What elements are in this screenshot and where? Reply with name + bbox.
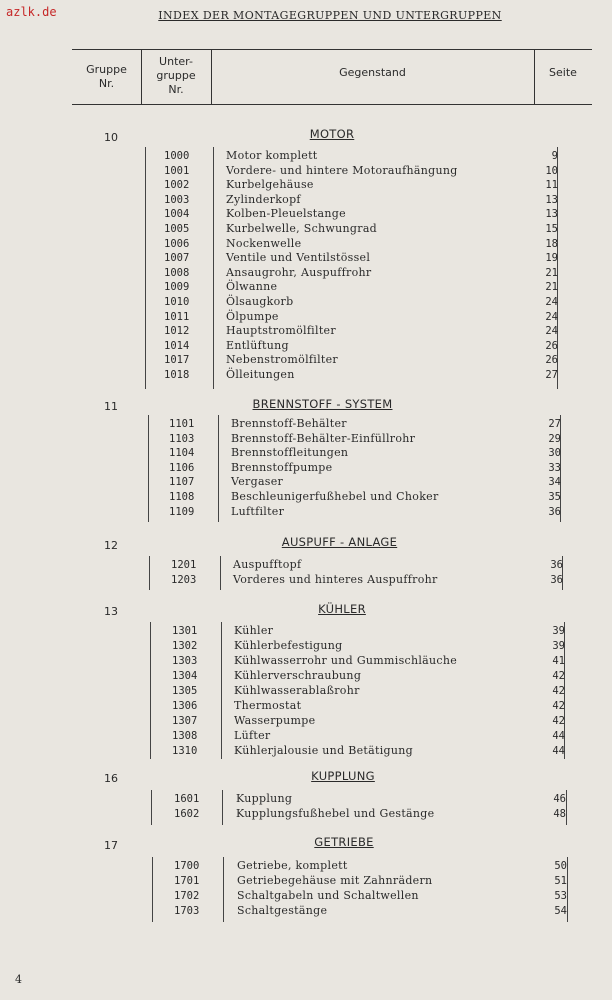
subgroup-code: 1303 [172,655,198,667]
subgroup-code: 1010 [164,296,190,308]
table-row [164,222,572,236]
item-name: Kühlerbefestigung [234,639,343,652]
subgroup-code: 1702 [174,890,200,902]
item-name: Brennstoff-Behälter-Einfüllrohr [231,431,416,445]
table-row [174,859,581,873]
subgroup-code: 1310 [172,745,198,757]
page-ref: 21 [545,281,558,294]
page-ref: 11 [545,179,558,192]
header-gruppe: Gruppe Nr. [86,63,127,90]
page-ref: 36 [550,559,563,571]
subgroup-code: 1001 [164,164,190,177]
page-ref: 19 [545,252,558,265]
item-name: Vordere- und hintere Motoraufhängung [226,163,458,177]
table-row [169,417,575,431]
page-ref: 42 [552,685,565,697]
group-number: 11 [104,400,118,413]
table-row [174,904,581,918]
table-row [164,295,572,309]
page-ref: 41 [552,655,565,667]
page-ref: 42 [552,670,565,682]
item-name: Kurbelgehäuse [226,178,314,192]
subgroup-code: 1008 [164,266,190,279]
table-row [169,505,575,519]
section-title: GETRIEBE [314,835,374,849]
section-title: BRENNSTOFF - SYSTEM [252,397,393,411]
page-ref: 27 [545,369,558,381]
column-left-rule [151,790,152,825]
page-ref: 18 [545,237,558,250]
page-ref: 36 [548,505,561,518]
table-row [164,251,572,265]
item-name: Brennstoff-Behälter [231,417,347,430]
item-name: Zylinderkopf [226,192,301,206]
page-ref: 54 [554,905,567,917]
item-name: Ölwanne [226,280,278,294]
item-name: Kühler [234,624,274,637]
group-number: 17 [104,839,118,852]
header-seite: Seite [549,66,577,79]
table-row [174,889,581,903]
page-ref: 27 [548,418,561,430]
group-number: 16 [104,772,118,785]
page-ref: 34 [548,476,561,489]
table-row [169,490,575,504]
column-left-rule [149,556,150,590]
item-name: Motor komplett [226,149,318,162]
table-row [164,237,572,251]
subgroup-code: 1004 [164,208,190,221]
item-name: Kupplung [236,792,293,805]
subgroup-code: 1012 [164,325,190,338]
page-ref: 13 [545,208,558,221]
section-title: MOTOR [309,127,355,141]
page-ref: 46 [553,793,566,805]
page-ref: 39 [552,640,565,652]
page-ref: 48 [553,808,566,820]
item-name: Getriebe, komplett [237,859,348,872]
page-ref: 44 [552,745,565,757]
item-name: Getriebegehäuse mit Zahnrädern [237,874,433,887]
table-row [172,714,579,728]
table-row [164,368,572,382]
subgroup-code: 1009 [164,281,190,294]
subgroup-code: 1002 [164,179,190,192]
subgroup-code: 1003 [164,193,190,206]
subgroup-code: 1106 [169,461,195,474]
table-row [172,654,579,668]
column-left-rule [145,147,146,389]
page-number: 4 [15,973,22,986]
table-row [164,280,572,294]
subgroup-code: 1017 [164,354,190,367]
page-ref: 24 [545,310,558,323]
subgroup-code: 1602 [174,808,200,820]
table-row [172,669,579,683]
table-row [164,207,572,221]
page-ref: 39 [552,625,565,637]
page-ref: 50 [554,860,567,872]
page-ref: 44 [552,730,565,742]
page-ref: 13 [545,193,558,206]
page-title: INDEX DER MONTAGEGRUPPEN UND UNTERGRUPPEN [158,9,502,22]
watermark: azlk.de [6,5,57,19]
subgroup-code: 1307 [172,715,198,727]
item-name: Kühlwasserablaßrohr [234,684,360,697]
table-row [172,744,579,758]
page-ref: 42 [552,715,565,727]
section-title: AUSPUFF - ANLAGE [281,535,398,549]
subgroup-code: 1000 [164,150,190,162]
table-row [169,446,575,460]
table-row [164,310,572,324]
page-ref: 9 [551,150,558,162]
item-name: Luftfilter [231,504,285,518]
table-row [164,266,572,280]
item-name: Wasserpumpe [234,714,316,727]
page-ref: 26 [545,339,558,352]
page-ref: 36 [550,574,563,586]
item-name: Ölleitungen [226,368,295,381]
table-row [169,475,575,489]
item-name: Kupplungsfußhebel und Gestänge [236,807,435,820]
header-top-rule [72,49,592,50]
column-left-rule [150,622,151,759]
table-row [172,639,579,653]
item-name: Kühlerverschraubung [234,669,362,682]
item-name: Ansaugrohr, Auspuffrohr [226,265,372,279]
table-row [172,624,579,638]
table-row [174,874,581,888]
table-row [169,432,575,446]
subgroup-code: 1109 [169,505,195,518]
table-row [172,699,579,713]
page-ref: 26 [545,354,558,367]
subgroup-code: 1007 [164,252,190,265]
table-row [171,558,577,572]
table-row [164,149,572,163]
table-row [174,807,580,821]
item-name: Schaltgabeln und Schaltwellen [237,889,419,902]
page-ref: 10 [545,164,558,177]
subgroup-code: 1703 [174,905,200,917]
item-name: Thermostat [234,699,302,712]
column-left-rule [152,857,153,922]
subgroup-code: 1005 [164,223,190,235]
item-name: Nockenwelle [226,236,302,250]
subgroup-code: 1107 [169,476,195,489]
item-name: Auspufftopf [233,558,302,571]
table-row [164,353,572,367]
item-name: Ventile und Ventilstössel [226,251,371,265]
table-row [164,193,572,207]
item-name: Nebenstromölfilter [226,353,338,367]
subgroup-code: 1308 [172,730,198,742]
table-row [164,324,572,338]
subgroup-code: 1306 [172,700,198,712]
subgroup-code: 1305 [172,685,198,697]
subgroup-code: 1104 [169,447,195,460]
item-name: Ölsaugkorb [226,295,294,308]
table-row [172,729,579,743]
page-ref: 42 [552,700,565,712]
column-left-rule [148,415,149,522]
item-name: Schaltgestänge [237,904,328,917]
subgroup-code: 1014 [164,339,190,352]
item-name: Vorderes und hinteres Auspuffrohr [233,573,438,586]
page-ref: 51 [554,875,567,887]
page-ref: 30 [548,447,561,460]
group-number: 12 [104,539,118,552]
item-name: Kolben-Pleuelstange [226,207,346,221]
subgroup-code: 1304 [172,670,198,682]
item-name: Vergaser [231,475,284,489]
page-ref: 24 [545,296,558,308]
subgroup-code: 1601 [174,793,200,805]
item-name: Ölpumpe [226,309,279,323]
page-ref: 24 [545,325,558,338]
page-ref: 29 [548,432,561,445]
page-ref: 15 [545,223,558,235]
subgroup-code: 1302 [172,640,198,652]
subgroup-code: 1011 [164,310,190,323]
subgroup-code: 1203 [171,574,197,586]
subgroup-code: 1006 [164,237,190,250]
page-ref: 33 [548,461,561,474]
section-title: KÜHLER [318,602,366,616]
table-row [164,164,572,178]
item-name: Entlüftung [226,338,289,352]
item-name: Lüfter [234,729,271,742]
page-ref: 35 [548,491,561,503]
group-number: 10 [104,131,118,144]
table-row [174,792,580,806]
table-row [172,684,579,698]
subgroup-code: 1201 [171,559,197,571]
item-name: Beschleunigerfußhebel und Choker [231,490,439,503]
subgroup-code: 1018 [164,369,190,381]
table-row [164,339,572,353]
table-row [164,178,572,192]
item-name: Brennstoffpumpe [231,460,333,474]
table-row [169,461,575,475]
item-name: Hauptstromölfilter [226,324,336,338]
subgroup-code: 1101 [169,418,195,430]
header-gegenstand: Gegenstand [339,66,406,79]
subgroup-code: 1108 [169,491,195,503]
item-name: Brennstoffleitungen [231,446,349,460]
page-ref: 21 [545,266,558,279]
page-ref: 53 [554,890,567,902]
item-name: Kurbelwelle, Schwungrad [226,222,378,235]
subgroup-code: 1301 [172,625,198,637]
header-untergruppe: Unter- gruppe Nr. [156,55,196,96]
table-row [171,573,577,587]
item-name: Kühlwasserrohr und Gummischläuche [234,654,458,667]
item-name: Kühlerjalousie und Betätigung [234,744,413,757]
subgroup-code: 1701 [174,875,200,887]
group-number: 13 [104,605,118,618]
header-bottom-rule [72,104,592,105]
subgroup-code: 1700 [174,860,200,872]
section-title: KUPPLUNG [311,769,375,783]
subgroup-code: 1103 [169,432,195,445]
